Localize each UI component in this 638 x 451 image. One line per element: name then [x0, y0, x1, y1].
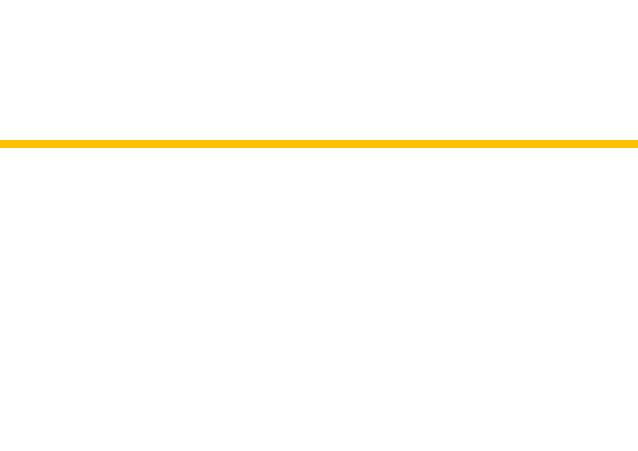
step-header	[0, 140, 638, 148]
